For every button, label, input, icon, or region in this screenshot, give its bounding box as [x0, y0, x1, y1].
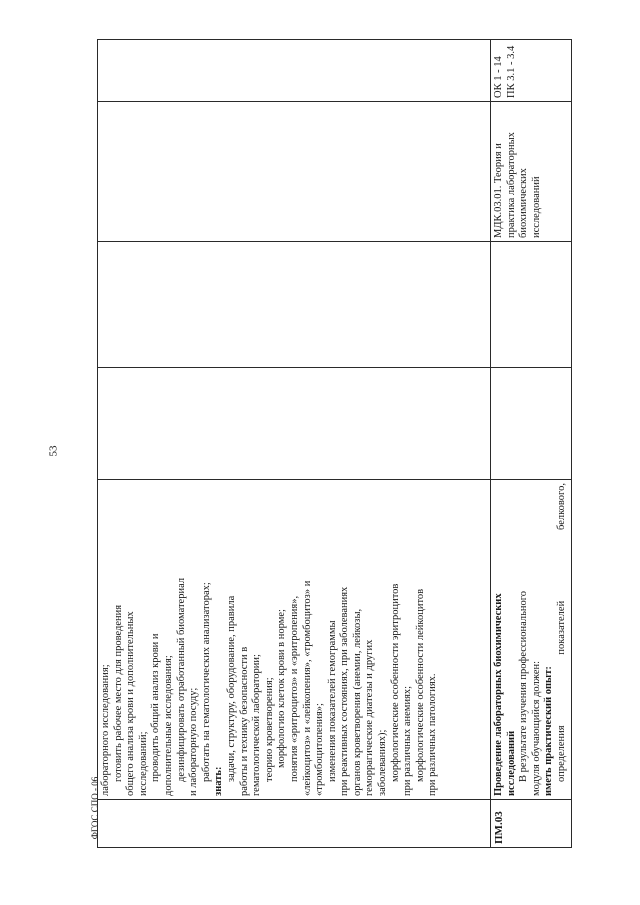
- mdk-cell: [491, 102, 572, 242]
- text-line: морфологические особенности лейкоцитов: [414, 588, 426, 782]
- text-line: и лабораторную посуду;: [188, 687, 200, 796]
- text-line: при различных анемиях;: [402, 685, 414, 796]
- text-line: работать на гематологических анализаторах;: [200, 582, 212, 782]
- mdk-line: исследований: [530, 176, 542, 238]
- text-line: теорию кроветворения;: [263, 677, 275, 782]
- text-line: понятия «эритроцитоз» и «эритропения»,: [288, 595, 300, 782]
- empty-cell: [491, 368, 572, 480]
- mdk-line: биохимических: [518, 168, 530, 238]
- competency-line: ОК 1 - 14: [493, 56, 504, 98]
- text-line: готовить рабочее место для проведения: [112, 604, 124, 782]
- text-line: проводить общий анализ крови и: [150, 633, 162, 782]
- module-code-cell: [491, 800, 572, 848]
- module-code: ПМ.03: [493, 811, 505, 844]
- skills-knowledge-cell: [98, 480, 491, 800]
- footer-label: ФГОС СПО - 06: [90, 776, 100, 840]
- text-line: лабораторного исследования;: [100, 664, 111, 796]
- competency-line: ПК 3.1 - 3.4: [505, 45, 517, 98]
- text-line: В результате изучения профессионального: [518, 590, 530, 782]
- text-line: общего анализа крови и дополнительных: [125, 611, 137, 796]
- text-line: исследований;: [137, 731, 149, 796]
- code-cell-empty: [98, 800, 491, 848]
- empty-cell: [98, 368, 491, 480]
- module-description-cell: [491, 480, 572, 800]
- curriculum-table: [97, 39, 572, 848]
- text-line: задачи, структуру, оборудование, правила: [225, 595, 237, 782]
- text-line: гематологической лаборатории;: [251, 654, 263, 796]
- text-line: изменения показателей гемограммы: [326, 620, 338, 782]
- empty-cell: [98, 242, 491, 368]
- word: определения: [555, 725, 567, 782]
- mdk-line: практика лабораторных: [505, 132, 517, 238]
- module-title-line: Проведение лабораторных биохимических: [493, 593, 504, 796]
- text-line: геморрагические диатезы и других: [364, 639, 376, 796]
- text-line: морфологию клеток крови в норме;: [276, 609, 288, 768]
- text-line: работы и технику безопасности в: [238, 646, 250, 796]
- empty-cell: [491, 242, 572, 368]
- section-heading: иметь практический опыт:: [543, 666, 555, 796]
- text-line: «тромбоцитопения»;: [314, 703, 326, 796]
- text-line: при реактивных состояниях, при заболеваниях: [339, 586, 351, 796]
- text-line: морфологические особенности эритроцитов: [389, 583, 401, 782]
- table-row: [98, 40, 491, 848]
- text-line: органов кроветворения (анемии, лейкозы,: [351, 608, 363, 796]
- section-heading: знать:: [213, 766, 225, 796]
- text-line: при различных патологиях.: [427, 673, 439, 796]
- text-line: заболеваниях);: [377, 729, 389, 796]
- text-line: дополнительные исследования;: [162, 655, 174, 796]
- text-line: модуля обучающийся должен:: [530, 660, 542, 796]
- page-number: 53: [47, 445, 60, 457]
- competency-cell: [491, 40, 572, 102]
- table-frame: [97, 40, 567, 848]
- mdk-line: МДК.03.01. Теория и: [493, 143, 504, 238]
- text-line: «лейкоцитоз» и «лейкопения», «тромбоцитоз» и: [301, 580, 313, 796]
- module-title-line: исследований: [505, 730, 517, 796]
- empty-cell: [98, 102, 491, 242]
- empty-cell: [98, 40, 491, 102]
- justified-line: [556, 483, 569, 796]
- text-line: дезинфицировать отработанный биоматериал: [175, 577, 187, 782]
- word: белкового,: [555, 483, 567, 530]
- rotated-table-wrapper: [97, 40, 567, 848]
- table-row: [491, 40, 572, 848]
- word: показателей: [555, 600, 567, 655]
